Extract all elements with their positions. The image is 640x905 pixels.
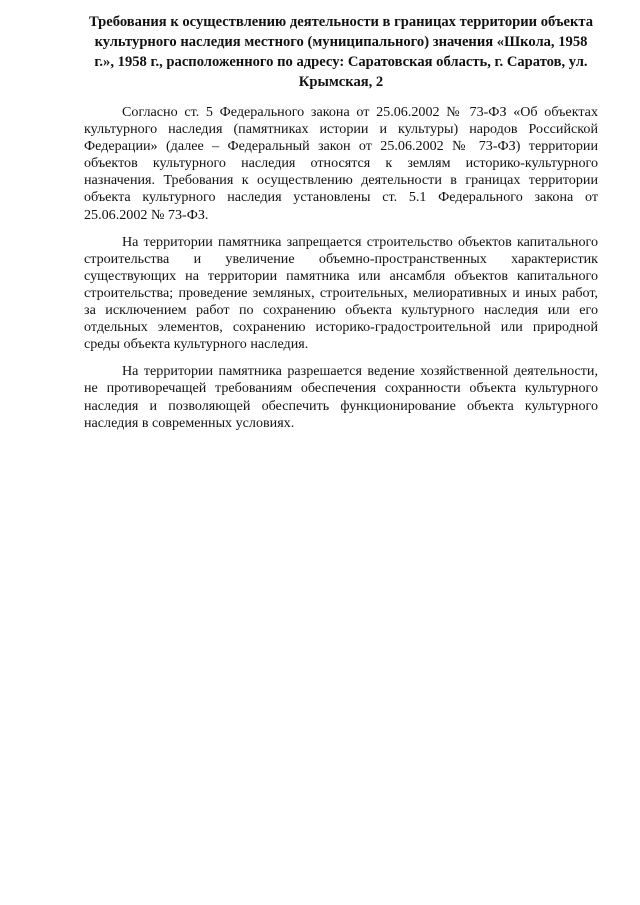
paragraph-prohibitions: На территории памятника запрещается строительство объектов капитального строительства и увеличение объемно-пространственных характеристик существующих на территории памятника или ансамбля объектов капитального строительства; проведение земляных, строительных, мелиоративных и иных работ, за исключением работ по сохранению объекта культурного наследия или его отдельных элементов, сохранению историко-градостроительной или природной среды объекта культурного наследия. [84, 233, 598, 353]
document-title: Требования к осуществлению деятельности в границах территории объекта культурного наследия местного (муниципального) значения «Школа, 1958 г.», 1958 г., расположенного по адресу: Саратовская область, г. Саратов, ул. Крымская, 2 [88, 14, 594, 90]
document-body [84, 104, 598, 442]
paragraph-legal-basis: Согласно ст. 5 Федерального закона от 25.06.2002 № 73-ФЗ «Об объектах культурного наследия (памятниках истории и культуры) народов Российской Федерации» (далее – Федеральный закон от 25.06.2002 № 73-ФЗ) территории объектов культурного наследия относятся к землям историко-культурного назначения. Требования к осуществлению деятельности в границах территории объекта культурного наследия установлены ст. 5.1 Федерального закона от 25.06.2002 № 73-ФЗ. [84, 104, 598, 223]
paragraph-permissions: На территории памятника разрешается ведение хозяйственной деятельности, не противоречащей требованиям обеспечения сохранности объекта культурного наследия и позволяющей обеспечить функционирование объекта культурного наследия в современных условиях. [84, 363, 598, 431]
